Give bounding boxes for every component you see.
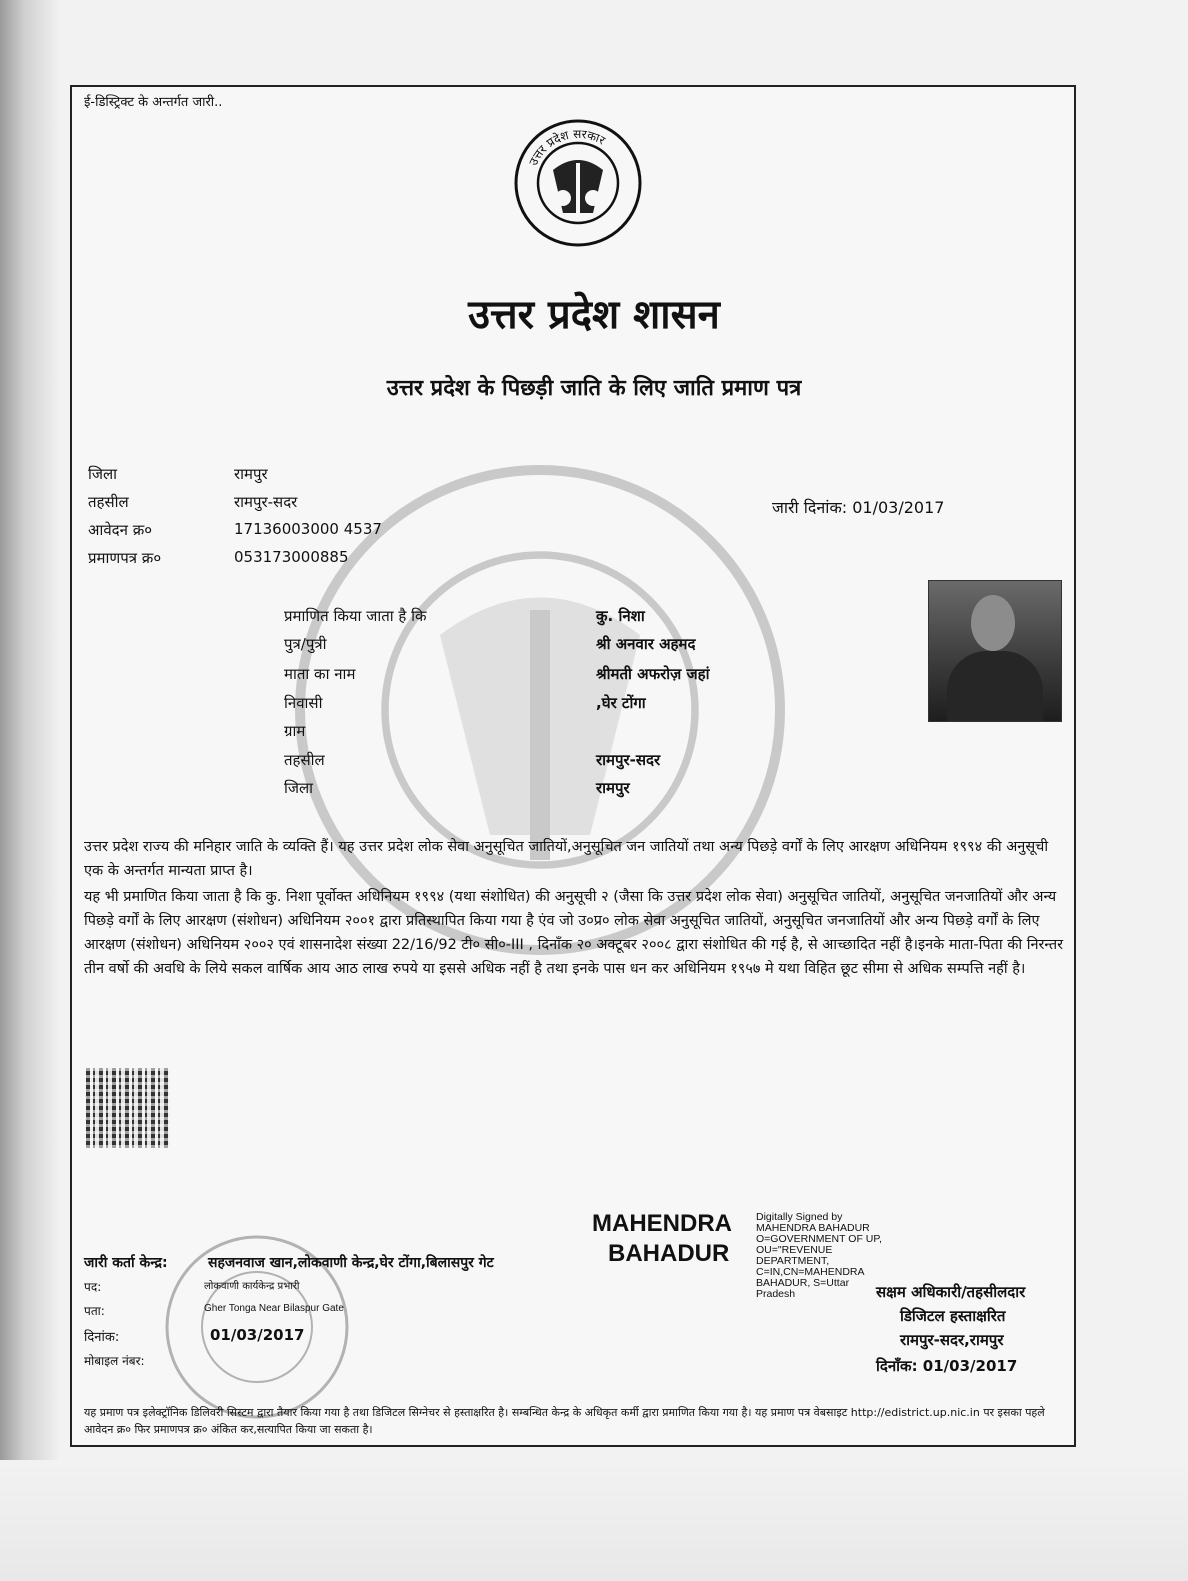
person-district-value: रामपुर [596,779,630,797]
district-value: रामपुर [234,465,268,483]
issuer-center-label: जारी कर्ता केन्द्र: [84,1255,168,1271]
certify-value: कु. निशा [596,607,645,625]
mother-value: श्रीमती अफरोज़ जहां [596,665,710,683]
digital-signature-details: Digitally Signed by MAHENDRA BAHADUR O=GOVERNMENT OF UP, OU="REVENUE DEPARTMENT, C=IN,CN=MAHENDRA BAHADUR, S=Uttar Pradesh [756,1211,882,1300]
applicant-photo [928,580,1062,722]
qr-code-icon [86,1068,170,1148]
resident-label: निवासी [284,694,323,712]
photo-body [947,651,1043,721]
village-label: ग्राम [284,722,306,740]
issuer-address-value: Gher Tonga Near Bilaspur Gate [204,1303,344,1314]
parent-label: पुत्र/पुत्री [284,635,327,653]
scan-shadow-left [0,0,60,1581]
person-tehsil-value: रामपुर-सदर [596,751,661,769]
signer-name-line2: BAHADUR [608,1240,730,1267]
signer-name-line1: MAHENDRA [592,1210,732,1237]
officer-digital-signature: डिजिटल हस्ताक्षरित [900,1307,1006,1325]
mother-label: माता का नाम [284,665,356,683]
top-note: ई-डिस्ट्रिक्ट के अन्तर्गत जारी.. [84,95,223,110]
issuer-address-label: पता: [84,1304,105,1318]
certificate-no-label: प्रमाणपत्र क्र० [88,549,162,567]
application-no-value: 17136003000 4537 [234,520,382,538]
issue-date: जारी दिनांक: 01/03/2017 [772,498,945,517]
issuer-mobile-label: मोबाइल नंबर: [84,1354,145,1368]
certification-paragraph: यह भी प्रमाणित किया जाता है कि कु. निशा पूर्वोक्त अधिनियम १९९४ (यथा संशोधित) की अनुसूची २ (जैसा कि उत्तर प्रदेश लोक सेवा) अनुसूचित जातियों, अनुसूचित जनजातियों और अन्य पिछड़े वर्गों के लिए आरक्षण (संशोधन) अधिनियम २००१ द्वारा प्रतिस्थापित किया गया है एंव जो उ०प्र० लोक सेवा अनुसूचित जातियों, अनुसूचित जनजातियों और अन्य पिछड़े वर्गों के लिए आरक्षण (संशोधन) अधिनियम २००२ एवं शासनादेश संख्या 22/16/92 टी० सी०-III , दिनाँक २० अक्टूबर २००८ द्वारा संशोधित की गई है, से आच्छादित नहीं है।इनके माता-पिता की निरन्तर तीन वर्षो की अवधि के लिये सकल वार्षिक आय आठ लाख रुपये या इससे अधिक नहीं है तथा इनके पास धन कर अधिनियम १९५७ मे यथा विहित छूट सीमा से अधिक सम्पत्ति नहीं है। [84,889,1064,977]
caste-paragraph: उत्तर प्रदेश राज्य की मनिहार जाति के व्यक्ति हैं। यह उत्तर प्रदेश लोक सेवा अनुसूचित जातियों,अनुसूचित जन जातियों तथा अन्य पिछड़े वर्गों के लिए आरक्षण अधिनियम १९९४ की अनुसूची एक के अन्तर्गत मान्यता प्राप्त है। [84,839,1049,879]
person-tehsil-label: तहसील [284,751,325,769]
issuer-center-value: सहजनवाज खान,लोकवाणी केन्द्र,घेर टोंगा,बिलासपुर गेट [208,1255,494,1271]
certificate-no-value: 053173000885 [234,548,349,566]
district-label: जिला [88,465,118,483]
person-district-label: जिला [284,779,314,797]
emblem-text: उत्तर प्रदेश सरकार [526,126,608,168]
resident-value: ,घेर टोंगा [596,694,646,712]
officer-date: दिनाँक: 01/03/2017 [876,1357,1018,1375]
issuer-date-value: 01/03/2017 [210,1326,305,1344]
up-emblem-icon [513,118,643,248]
officer-title: सक्षम अधिकारी/तहसीलदार [876,1283,1026,1301]
parent-value: श्री अनवार अहमद [596,635,696,653]
issuer-date-label: दिनांक: [84,1330,120,1345]
certificate-subtitle: उत्तर प्रदेश के पिछड़ी जाति के लिए जाति प्रमाण पत्र [386,376,802,401]
page-title: उत्तर प्रदेश शासन [468,292,720,338]
issuer-role-value: लोकवाणी कार्यकेन्द्र प्रभारी [204,1281,300,1292]
tehsil-label: तहसील [88,493,129,511]
issuer-role-label: पद: [84,1280,102,1294]
certify-label: प्रमाणित किया जाता है कि [284,607,427,625]
application-no-label: आवेदन क्र० [88,521,153,539]
scan-shadow-bottom [0,1460,1188,1581]
photo-face [971,595,1015,651]
tehsil-value: रामपुर-सदर [234,493,298,511]
officer-place: रामपुर-सदर,रामपुर [900,1331,1004,1349]
footer-note: यह प्रमाण पत्र इलेक्ट्रॉनिक डिलिवरी सिस्टम द्वारा तैयार किया गया है तथा डिजिटल सिग्नेचर से हस्ताक्षरित है। सम्बन्धित केन्द्र के अधिकृत कर्मी द्वारा प्रमाणित किया गया है। यह प्रमाण पत्र वेबसाइट http://edistrict.up.nic.in पर इसका पहले आवेदन क्र० फिर प्रमाणपत्र क्र० अंकित कर,सत्यापित किया जा सकता है। [84,1406,1045,1436]
